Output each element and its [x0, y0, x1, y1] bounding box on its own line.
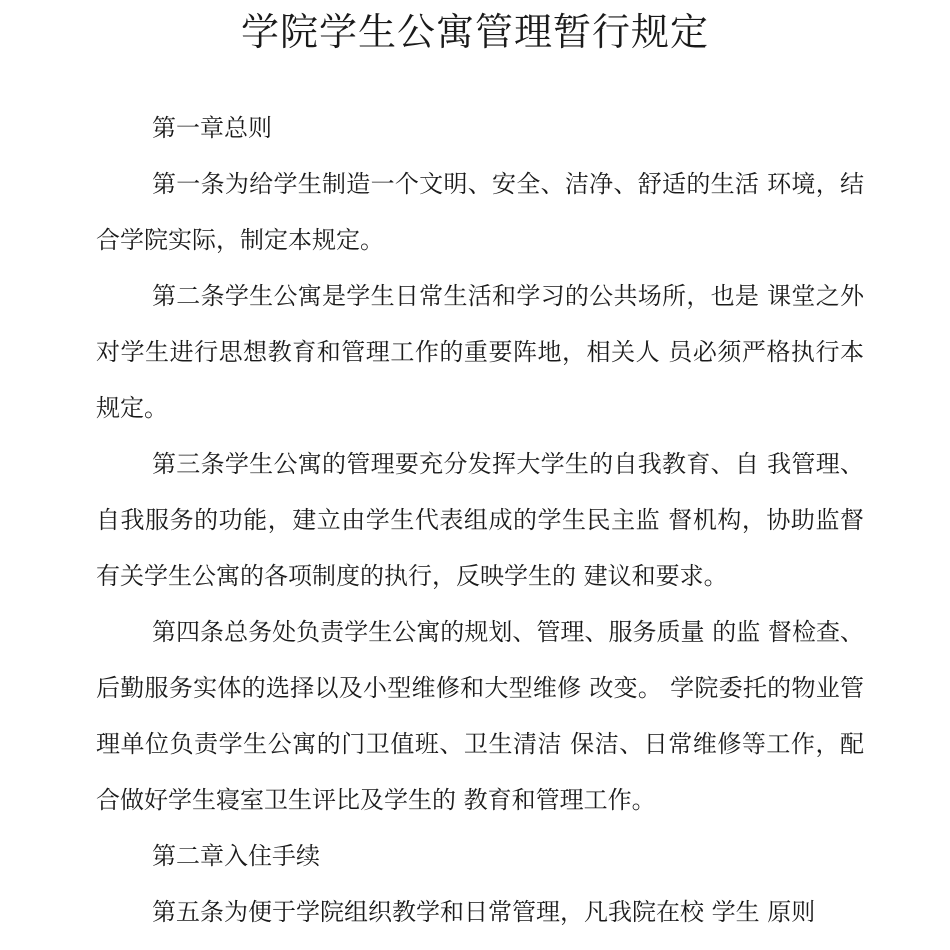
chapter-heading-checkin: 第二章入住手续	[152, 842, 320, 870]
document-title: 学院学生公寓管理暂行规定	[240, 10, 709, 54]
document-body	[96, 100, 864, 940]
chapter-heading-general: 第一章总则	[152, 114, 272, 142]
article-5: 第五条为便于学院组织教学和日常管理，凡我院在校 学生 原则	[152, 898, 816, 926]
article-2: 第二条学生公寓是学生日常生活和学习的公共场所，也是 课堂之外对学生进行思想教育和管理工作的重要阵地，相关人 员必须严格执行本规定。	[96, 282, 864, 422]
article-3: 第三条学生公寓的管理要充分发挥大学生的自我教育、自 我管理、自我服务的功能，建立由学生代表组成的学生民主监 督机构，协助监督有关学生公寓的各项制度的执行，反映学生的 建议和要求。	[96, 450, 864, 590]
article-4: 第四条总务处负责学生公寓的规划、管理、服务质量 的监 督检查、后勤服务实体的选择以及小型维修和大型维修 改变。 学院委托的物业管理单位负责学生公寓的门卫值班、卫生清洁 保洁、日常维修等工作，配合做好学生寝室卫生评比及学生的 教育和管理工作。	[96, 618, 864, 814]
article-1: 第一条为给学生制造一个文明、安全、洁净、舒适的生活 环境，结合学院实际，制定本规定。	[96, 170, 864, 254]
